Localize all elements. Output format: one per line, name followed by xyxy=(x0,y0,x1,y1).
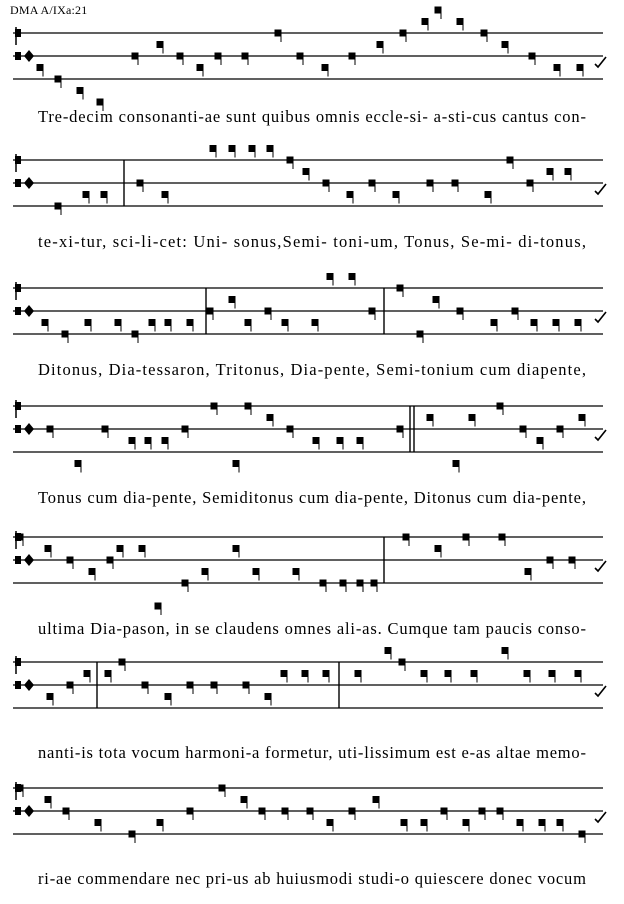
square-note xyxy=(282,808,289,815)
square-note xyxy=(565,168,572,175)
square-note xyxy=(229,145,236,152)
lyric-line: Tonus cum dia-pente, Semiditonus cum dia-pente, Ditonus cum dia-pente, xyxy=(38,488,586,507)
square-note xyxy=(219,785,226,792)
square-note xyxy=(45,545,52,552)
custos-icon xyxy=(595,184,606,194)
staff-system xyxy=(13,782,606,843)
square-note xyxy=(320,580,327,587)
square-note xyxy=(137,180,144,187)
square-note xyxy=(45,796,52,803)
custos-icon xyxy=(595,57,606,67)
square-note xyxy=(302,670,309,677)
square-note xyxy=(42,319,49,326)
square-note xyxy=(47,426,54,433)
square-note xyxy=(469,414,476,421)
f-clef-lozenge-icon xyxy=(24,50,34,62)
square-note xyxy=(507,157,514,164)
square-note xyxy=(129,437,136,444)
square-note xyxy=(241,796,248,803)
square-note xyxy=(479,808,486,815)
f-clef-lozenge-icon xyxy=(24,679,34,691)
square-note xyxy=(463,819,470,826)
square-note xyxy=(307,808,314,815)
square-note xyxy=(529,53,536,60)
square-note xyxy=(327,819,334,826)
square-note xyxy=(557,426,564,433)
square-note xyxy=(397,285,404,292)
square-note xyxy=(177,53,184,60)
square-note xyxy=(433,296,440,303)
square-note xyxy=(369,180,376,187)
square-note xyxy=(265,308,272,315)
square-note xyxy=(547,168,554,175)
square-note xyxy=(211,682,218,689)
square-note xyxy=(165,693,172,700)
square-note xyxy=(349,273,356,280)
square-note xyxy=(145,437,152,444)
square-note xyxy=(323,180,330,187)
square-note xyxy=(312,319,319,326)
square-note xyxy=(259,808,266,815)
square-note xyxy=(132,53,139,60)
square-note xyxy=(355,670,362,677)
square-note xyxy=(282,319,289,326)
square-note xyxy=(182,580,189,587)
staff-system xyxy=(13,273,606,343)
square-note xyxy=(417,331,424,338)
square-note xyxy=(55,203,62,210)
square-note xyxy=(62,331,69,338)
square-note xyxy=(233,460,240,467)
square-note xyxy=(340,580,347,587)
square-note xyxy=(17,785,24,792)
manuscript-reference: DMA A/IXa:21 xyxy=(10,3,88,17)
f-clef-lozenge-icon xyxy=(24,423,34,435)
square-note xyxy=(245,403,252,410)
square-note xyxy=(421,819,428,826)
square-note xyxy=(557,819,564,826)
square-note xyxy=(115,319,122,326)
f-clef-icon xyxy=(15,179,21,187)
square-note xyxy=(243,682,250,689)
square-note xyxy=(427,180,434,187)
f-clef-icon xyxy=(15,425,21,433)
square-note xyxy=(322,64,329,71)
lyric-line: nanti-is tota vocum harmoni-a formetur, uti-lissimum est e-as altae memo- xyxy=(38,743,587,762)
square-note xyxy=(377,41,384,48)
square-note xyxy=(287,157,294,164)
square-note xyxy=(457,18,464,25)
square-note xyxy=(265,693,272,700)
square-note xyxy=(337,437,344,444)
lyric-line: Ditonus, Dia-tessaron, Tritonus, Dia-pente, Semi-tonium cum diapente, xyxy=(38,360,586,379)
square-note xyxy=(47,693,54,700)
square-note xyxy=(497,403,504,410)
square-note xyxy=(107,557,114,564)
square-note xyxy=(445,670,452,677)
square-note xyxy=(502,647,509,654)
square-note xyxy=(245,319,252,326)
lyric-line: Tre-decim consonanti-ae sunt quibus omnis eccle-si- a-sti-cus cantus con- xyxy=(38,107,586,126)
square-note xyxy=(17,534,24,541)
square-note xyxy=(554,64,561,71)
square-note xyxy=(435,545,442,552)
square-note xyxy=(579,831,586,838)
square-note xyxy=(524,670,531,677)
square-note xyxy=(132,331,139,338)
square-note xyxy=(323,670,330,677)
square-note xyxy=(525,568,532,575)
square-note xyxy=(187,808,194,815)
square-note xyxy=(502,41,509,48)
custos-icon xyxy=(595,561,606,571)
square-note xyxy=(357,437,364,444)
square-note xyxy=(97,99,104,106)
square-note xyxy=(211,403,218,410)
square-note xyxy=(403,534,410,541)
square-note xyxy=(297,53,304,60)
square-note xyxy=(575,319,582,326)
square-note xyxy=(267,414,274,421)
square-note xyxy=(249,145,256,152)
square-note xyxy=(287,426,294,433)
square-note xyxy=(471,670,478,677)
square-note xyxy=(547,557,554,564)
square-note xyxy=(37,64,44,71)
f-clef-lozenge-icon xyxy=(24,305,34,317)
square-note xyxy=(84,670,91,677)
f-clef-icon xyxy=(15,556,21,564)
square-note xyxy=(549,670,556,677)
square-note xyxy=(371,580,378,587)
square-note xyxy=(520,426,527,433)
square-note xyxy=(157,41,164,48)
lyric-line: ri-ae commendare nec pri-us ab huiusmodi studi-o quiescere donec vocum xyxy=(38,869,586,888)
square-note xyxy=(421,670,428,677)
square-note xyxy=(89,568,96,575)
square-note xyxy=(435,7,442,14)
square-note xyxy=(187,682,194,689)
square-note xyxy=(67,682,74,689)
square-note xyxy=(485,191,492,198)
square-note xyxy=(399,659,406,666)
square-note xyxy=(441,808,448,815)
square-note xyxy=(569,557,576,564)
custos-icon xyxy=(595,312,606,322)
square-note xyxy=(101,191,108,198)
staff-system xyxy=(13,531,606,615)
square-note xyxy=(401,819,408,826)
square-note xyxy=(400,30,407,37)
square-note xyxy=(67,557,74,564)
square-note xyxy=(157,819,164,826)
square-note xyxy=(162,437,169,444)
square-note xyxy=(233,545,240,552)
f-clef-lozenge-icon xyxy=(24,177,34,189)
square-note xyxy=(539,819,546,826)
square-note xyxy=(149,319,156,326)
square-note xyxy=(579,414,586,421)
square-note xyxy=(369,308,376,315)
f-clef-icon xyxy=(15,807,21,815)
square-note xyxy=(55,76,62,83)
square-note xyxy=(491,319,498,326)
square-note xyxy=(155,603,162,610)
square-note xyxy=(553,319,560,326)
f-clef-icon xyxy=(15,681,21,689)
square-note xyxy=(393,191,400,198)
square-note xyxy=(275,30,282,37)
staff-system xyxy=(13,7,606,112)
square-note xyxy=(105,670,112,677)
square-note xyxy=(293,568,300,575)
custos-icon xyxy=(595,812,606,822)
square-note xyxy=(463,534,470,541)
custos-icon xyxy=(595,430,606,440)
square-note xyxy=(165,319,172,326)
square-note xyxy=(453,460,460,467)
square-note xyxy=(253,568,260,575)
square-note xyxy=(481,30,488,37)
square-note xyxy=(373,796,380,803)
square-note xyxy=(512,308,519,315)
square-note xyxy=(313,437,320,444)
square-note xyxy=(577,64,584,71)
square-note xyxy=(139,545,146,552)
square-note xyxy=(85,319,92,326)
square-note xyxy=(347,191,354,198)
square-note xyxy=(210,145,217,152)
square-note xyxy=(327,273,334,280)
square-note xyxy=(162,191,169,198)
square-note xyxy=(75,460,82,467)
square-note xyxy=(575,670,582,677)
staff-system xyxy=(13,145,606,215)
square-note xyxy=(527,180,534,187)
square-note xyxy=(182,426,189,433)
square-note xyxy=(385,647,392,654)
square-note xyxy=(229,296,236,303)
f-clef-lozenge-icon xyxy=(24,554,34,566)
square-note xyxy=(517,819,524,826)
square-note xyxy=(397,426,404,433)
f-clef-icon xyxy=(15,307,21,315)
square-note xyxy=(102,426,109,433)
square-note xyxy=(207,308,214,315)
square-note xyxy=(457,308,464,315)
square-note xyxy=(422,18,429,25)
f-clef-lozenge-icon xyxy=(24,805,34,817)
square-note xyxy=(497,808,504,815)
square-note xyxy=(197,64,204,71)
custos-icon xyxy=(595,686,606,696)
f-clef-icon xyxy=(15,52,21,60)
square-note xyxy=(202,568,209,575)
square-note xyxy=(83,191,90,198)
square-note xyxy=(117,545,124,552)
staff-system xyxy=(13,647,606,708)
staff-system xyxy=(13,400,606,473)
square-note xyxy=(452,180,459,187)
square-note xyxy=(357,580,364,587)
lyric-line: te-xi-tur, sci-li-cet: Uni- sonus,Semi- toni-um, Tonus, Se-mi- di-tonus, xyxy=(38,232,586,251)
square-note xyxy=(303,168,310,175)
square-note xyxy=(77,87,84,94)
square-note xyxy=(129,831,136,838)
square-note xyxy=(215,53,222,60)
lyric-line: ultima Dia-pason, in se claudens omnes ali-as. Cumque tam paucis conso- xyxy=(38,619,587,638)
square-note xyxy=(242,53,249,60)
square-note xyxy=(531,319,538,326)
square-note xyxy=(427,414,434,421)
square-note xyxy=(281,670,288,677)
square-note xyxy=(349,808,356,815)
square-note xyxy=(537,437,544,444)
square-note xyxy=(142,682,149,689)
square-note xyxy=(119,659,126,666)
square-note xyxy=(499,534,506,541)
square-note xyxy=(349,53,356,60)
square-note xyxy=(267,145,274,152)
square-note xyxy=(187,319,194,326)
square-note xyxy=(63,808,70,815)
square-note xyxy=(95,819,102,826)
